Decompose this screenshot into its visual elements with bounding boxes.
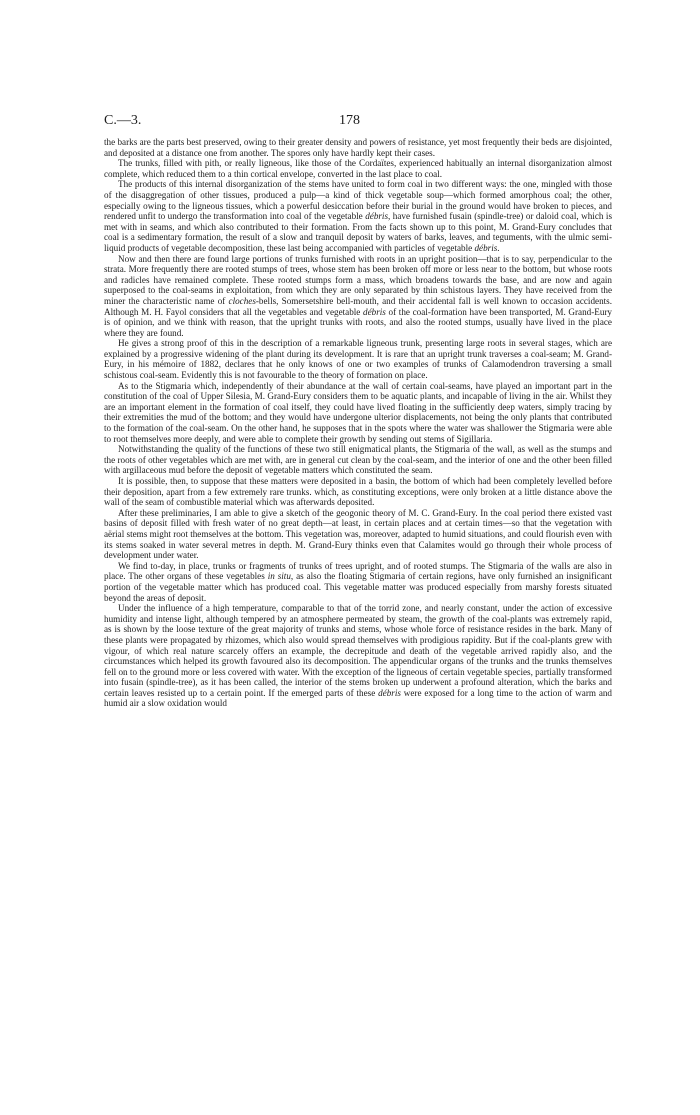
paragraph-10: We find to-day, in place, trunks or fragments of trunks of trees upright, and of rooted stumps. The Stigmaria of the walls are also in place. The other organs of these vegetables in situ, as also the floating Stigmaria of certain regions, have only furnished an insignificant portion of the vegetable matter which has produced coal. This vegetable matter was produced especially from marshy forests situated beyond the areas of deposit. bbox=[104, 560, 612, 603]
paragraph-4: Now and then there are found large portions of trunks furnished with roots in an upright position—that is to say, perpendicular to the strata. More frequently there are rooted stumps of trees, whose stem has been broken off more or less near to the bottom, but whose roots and radicles have remained complete. These rooted stumps form a mass, which broadens towards the base, and are now and again superposed to the coal-seams in exploitation, from which they are only separated by thin schistous layers. They have received from the miner the characteristic name of cloches-bells, Somersetshire bell-mouth, and their accidental fall is well known to occasion accidents. Although M. H. Fayol considers that all the vegetables and vegetable débris of the coal-formation have been transported, M. Grand-Eury is of opinion, and we think with reason, that the upright trunks with roots, and also the rooted stumps, usually have lived in the place where they are found. bbox=[104, 253, 612, 338]
paragraph-11: Under the influence of a high temperature, comparable to that of the torrid zone, and nearly constant, under the action of excessive humidity and intense light, although tempered by an atmosphere permeated by steam, the growth of the coal-plants was extremely rapid, as is shown by the loose texture of the great majority of trunks and stems, whose whole force of resistance resides in the bark. Many of these plants were propagated by rhizomes, which also would spread themselves with prodigious rapidity. But if the coal-plants grew with vigour, of which real nature scarcely offers an example, the decrepitude and death of the vegetable arrived rapidly also, and the circumstances which helped its growth favoured also its decomposition. The appendicular organs of the trunks and the trunks themselves fell on to the ground more or less covered with water. With the exception of the ligneous of certain vegetable species, partially transformed into fusain (spindle-tree), as it has been called, the interior of the stems broken up underwent a profound alteration, which the barks and certain leaves resisted up to a certain point. If the emerged parts of these débris were exposed for a long time to the action of warm and humid air a slow oxidation would bbox=[104, 603, 612, 709]
body-text bbox=[104, 137, 612, 709]
page-header bbox=[104, 113, 612, 131]
paragraph-1: the barks are the parts best preserved, owing to their greater density and powers of resistance, yet most frequently their beds are disjointed, and deposited at a distance one from another. The spores only have hardly kept their cases. bbox=[104, 137, 612, 158]
paragraph-3: The products of this internal disorganization of the stems have united to form coal in two different ways: the one, mingled with those of the disaggregation of other tissues, produced a pulp—a kind of thick vegetable soup—which formed amorphous coal; the other, especially owing to the ligneous tissues, which a powerful desiccation before their burial in the ground would have broken to pieces, and rendered unfit to undergo the transformation into coal of the vegetable débris, have furnished fusain (spindle-tree) or daloid coal, which is met with in seams, and which also contributed to their formation. From the facts shown up to this point, M. Grand-Eury concludes that coal is a sedimentary formation, the result of a slow and tranquil deposit by waters of barks, leaves, and teguments, with the ulmic semi-liquid products of vegetable decomposition, these last being accompanied with particles of vegetable débris. bbox=[104, 179, 612, 253]
paragraph-5: He gives a strong proof of this in the description of a remarkable ligneous trunk, presenting large roots in several stages, which are explained by a progressive widening of the plant during its development. It is rare that an upright trunk traverses a coal-seam; M. Grand-Eury, in his mémoire of 1882, declares that he only knows of one or two examples of trunks of Calamodendron traversing a small schistous coal-seam. Evidently this is not favourable to the theory of formation on place. bbox=[104, 338, 612, 381]
document-reference: C.—3. bbox=[104, 113, 142, 128]
page-number: 178 bbox=[339, 113, 360, 128]
paragraph-7: Notwithstanding the quality of the functions of these two still enigmatical plants, the Stigmaria of the wall, as well as the stumps and the roots of other vegetables which are met with, are in general cut clean by the coal-seam, and the interior of one and the other been filled with argillaceous mud before the deposit of vegetable matters which constituted the seam. bbox=[104, 444, 612, 476]
paragraph-6: As to the Stigmaria which, independently of their abundance at the wall of certain coal-seams, have played an important part in the constitution of the coal of Upper Silesia, M. Grand-Eury considers them to be aquatic plants, and incapable of living in the air. Whilst they are an important element in the formation of coal itself, they could have lived floating in the sufficiently deep waters, simply tracing by their extremities the mud of the bottom; and they would have undergone ulterior displacements, not being the only plants that contributed to the formation of the coal-seam. On the other hand, he supposes that in the spots where the water was shallower the Stigmaria were able to root themselves more deeply, and were able to complete their growth by sending out stems of Sigillaria. bbox=[104, 380, 612, 444]
paragraph-2: The trunks, filled with pith, or really ligneous, like those of the Cordaïtes, experienced habitually an internal disorganization almost complete, which reduced them to a thin cortical envelope, converted in the last place to coal. bbox=[104, 158, 612, 179]
paragraph-8: It is possible, then, to suppose that these matters were deposited in a basin, the bottom of which had been completely levelled before their deposition, apart from a few extremely rare trunks. which, as constituting exceptions, were only broken at a little distance above the wall of the seam of combustible material which was afterwards deposited. bbox=[104, 476, 612, 508]
paragraph-9: After these preliminaries, I am able to give a sketch of the geogonic theory of M. C. Grand-Eury. In the coal period there existed vast basins of deposit filled with fresh water of no great depth—at least, in certain places and at certain times—so that the vegetation with aërial stems might root themselves at the bottom. This vegetation was, moreover, adapted to humid situations, and could flourish even with its stems soaked in water several metres in depth. M. Grand-Eury thinks even that Calamites would go through their whole process of development under water. bbox=[104, 507, 612, 561]
